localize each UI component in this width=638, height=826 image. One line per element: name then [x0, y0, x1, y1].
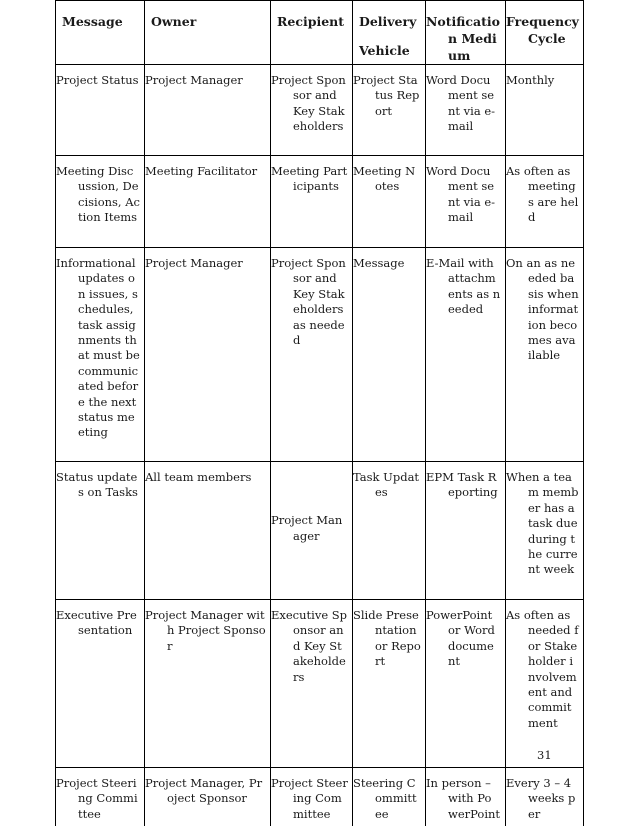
- cell-message: Informational updates on issues, schedules, task assignments that must be communicated before the next status meeting: [56, 248, 145, 462]
- cell-owner: Project Manager, Project Sponsor: [145, 768, 271, 826]
- cell-owner: Meeting Facilitator: [145, 156, 271, 248]
- table-row: [56, 65, 584, 156]
- cell-frequency: As often as needed for Stakeholder involvement and commitment: [506, 600, 584, 768]
- cell-recipient: Meeting Participants: [271, 156, 353, 248]
- cell-recipient: Project Sponsor and Key Stakeholders: [271, 65, 353, 156]
- cell-message: Status updates on Tasks: [56, 462, 145, 600]
- cell-medium: E-Mail with attachments as needed: [426, 248, 506, 462]
- header-recipient: Recipient: [271, 1, 353, 65]
- cell-frequency: As often as meetings are held: [506, 156, 584, 248]
- cell-owner: Project Manager: [145, 65, 271, 156]
- cell-vehicle: Project Status Report: [353, 65, 426, 156]
- cell-message: Meeting Discussion, Decisions, Action Items: [56, 156, 145, 248]
- cell-medium: Word Document sent via e-mail: [426, 156, 506, 248]
- cell-vehicle: Meeting Notes: [353, 156, 426, 248]
- cell-recipient: Project Steering Committee: [271, 768, 353, 826]
- cell-medium: PowerPoint or Word document: [426, 600, 506, 768]
- header-delivery-line1: Delivery: [359, 14, 417, 29]
- cell-message: Executive Presentation: [56, 600, 145, 768]
- table-row: [56, 600, 584, 768]
- table-header-row: [56, 1, 584, 65]
- header-notification-medium: Notification Medium: [426, 1, 506, 65]
- cell-vehicle: Message: [353, 248, 426, 462]
- cell-medium: In person – with PowerPoint: [426, 768, 506, 826]
- header-delivery-line2: Vehicle: [359, 43, 410, 58]
- table-row: [56, 156, 584, 248]
- cell-owner: Project Manager: [145, 248, 271, 462]
- cell-frequency: Every 3 – 4 weeks per: [506, 768, 584, 826]
- header-delivery-vehicle: [353, 1, 426, 65]
- cell-medium: Word Document sent via e-mail: [426, 65, 506, 156]
- cell-message: Project Steering Committee: [56, 768, 145, 826]
- header-owner: Owner: [145, 1, 271, 65]
- cell-owner: Project Manager with Project Sponsor: [145, 600, 271, 768]
- cell-vehicle: Steering Committee: [353, 768, 426, 826]
- cell-vehicle: Task Updates: [353, 462, 426, 600]
- cell-recipient: Project Manager: [271, 462, 353, 600]
- header-frequency-cycle: Frequency Cycle: [506, 1, 584, 65]
- cell-recipient: Executive Sponsor and Key Stakeholders: [271, 600, 353, 768]
- cell-owner: All team members: [145, 462, 271, 600]
- cell-frequency: On an as needed basis when information becomes available: [506, 248, 584, 462]
- table-row: [56, 462, 584, 600]
- cell-message: Project Status: [56, 65, 145, 156]
- header-message: Message: [56, 1, 145, 65]
- table-row: [56, 248, 584, 462]
- cell-frequency: When a team member has a task due during the current week: [506, 462, 584, 600]
- cell-recipient: Project Sponsor and Key Stakeholders as needed: [271, 248, 353, 462]
- cell-medium: EPM Task Reporting: [426, 462, 506, 600]
- cell-frequency: Monthly: [506, 65, 584, 156]
- cell-vehicle: Slide Presentation or Report: [353, 600, 426, 768]
- communication-plan-table: [55, 0, 584, 826]
- page-number: 31: [537, 748, 552, 762]
- table-row: [56, 768, 584, 826]
